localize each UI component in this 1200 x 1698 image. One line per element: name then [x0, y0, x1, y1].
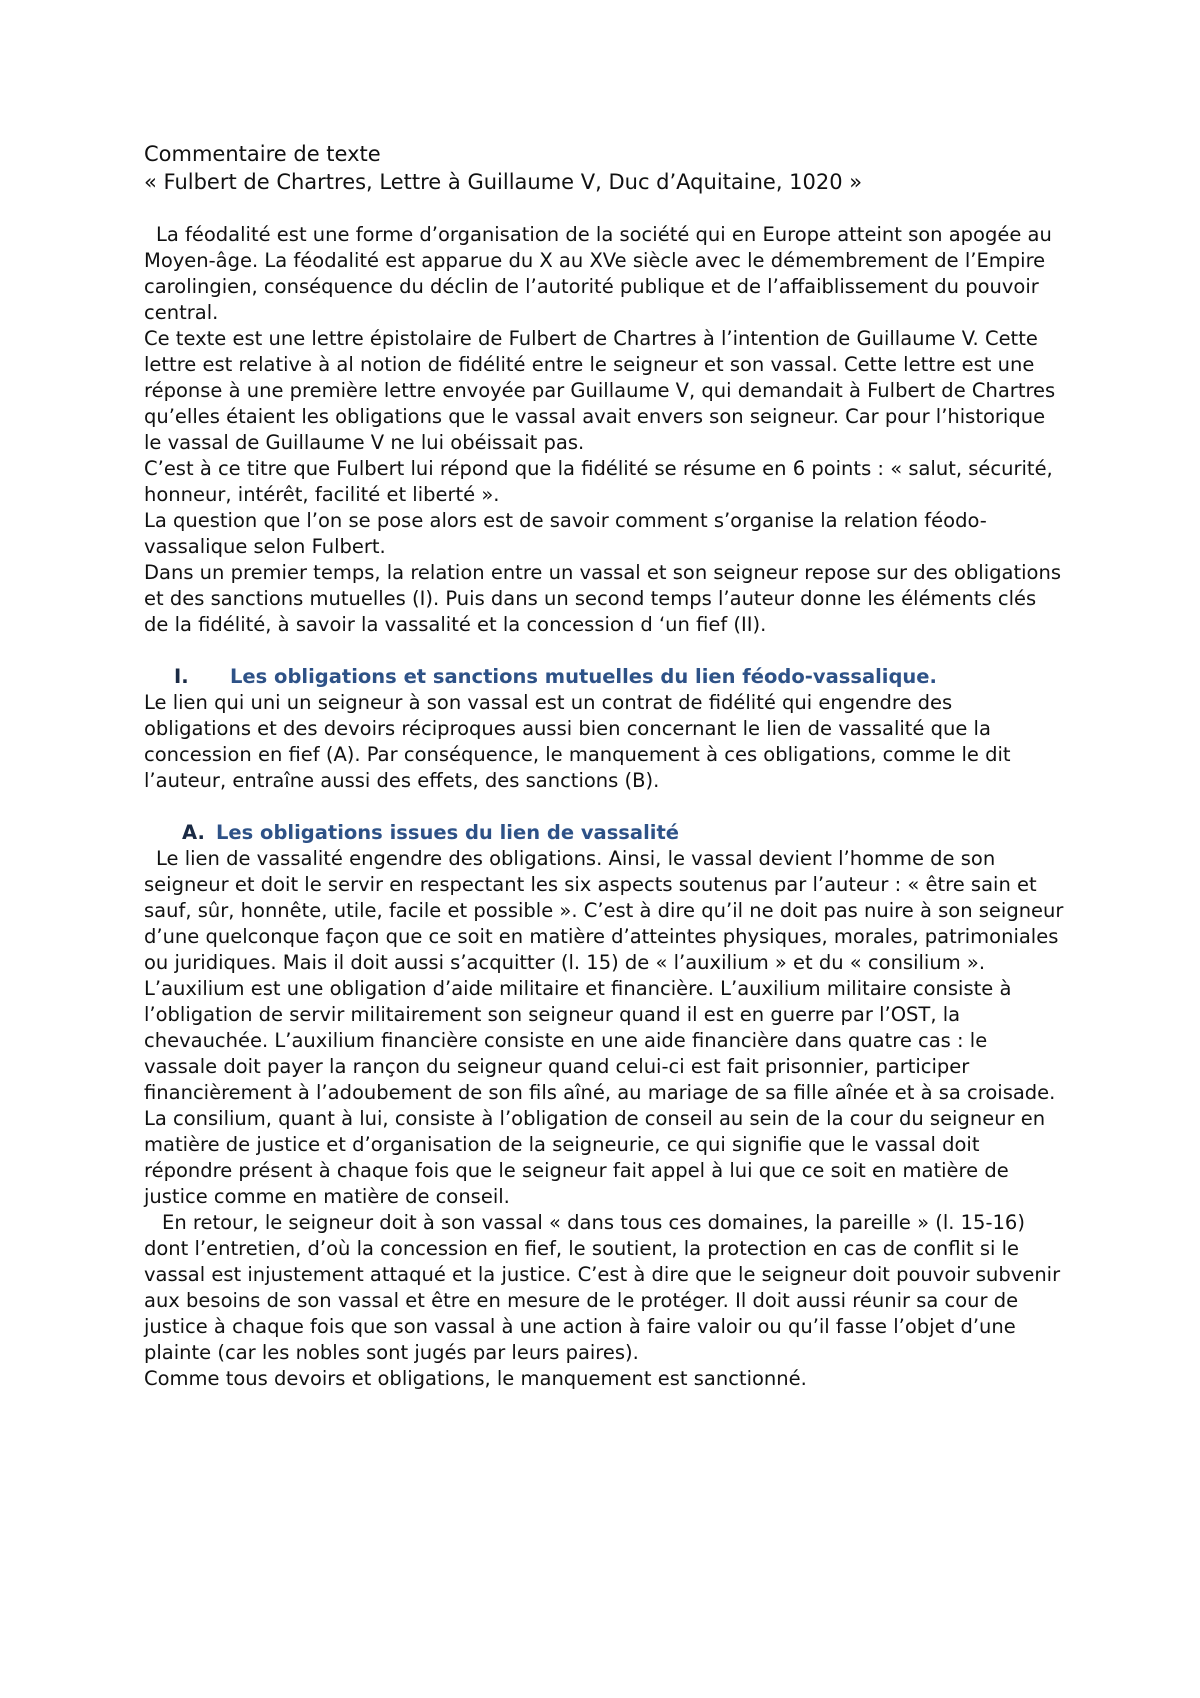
section-1-title: Les obligations et sanctions mutuelles du lien féodo-vassalique.	[230, 665, 937, 688]
intro-paragraph-3: C’est à ce titre que Fulbert lui répond que la fidélité se résume en 6 points : « salut, sécurité, honneur, intérêt, facilité et liberté ».	[144, 457, 1053, 506]
spacer	[144, 638, 1064, 664]
intro-paragraph-5: Dans un premier temps, la relation entre un vassal et son seigneur repose sur des obligations et des sanctions mutuelles (I). Puis dans un second temps l’auteur donne les éléments clés de la fidélité, à savoir la vassalité et la concession d ‘un fief (II).	[144, 561, 1061, 636]
section-a-number: A.	[182, 821, 205, 844]
intro-paragraph-1: La féodalité est une forme d’organisation de la société qui en Europe atteint son apogée au Moyen-âge. La féodalité est apparue du X au XVe siècle avec le démembrement de l’Empire carolingien, conséquence du déclin de l’autorité publique et de l’affaiblissement du pouvoir central.	[144, 223, 1052, 324]
section-a-paragraph-2: L’auxilium est une obligation d’aide militaire et financière. L’auxilium militaire consiste à l’obligation de servir militairement son seigneur quand il est en guerre par l’OST, la chevauchée. L’auxilium financière consiste en une aide financière dans quatre cas : le vassale doit payer la rançon du seigneur quand celui-ci est fait prisonnier, participer financièrement à l’adoubement de son fils aîné, au mariage de sa fille aînée et à sa croisade. La consilium, quant à lui, consiste à l’obligation de conseil au sein de la cour du seigneur en matière de justice et d’organisation de la seigneurie, ce qui signifie que le vassal doit répondre présent à chaque fois que le seigneur fait appel à lui que ce soit en matière de justice comme en matière de conseil.	[144, 977, 1056, 1208]
title-line-2: « Fulbert de Chartres, Lettre à Guillaume V, Duc d’Aquitaine, 1020 »	[144, 170, 863, 194]
title-line-1: Commentaire de texte	[144, 142, 381, 166]
intro-paragraph-2: Ce texte est une lettre épistolaire de Fulbert de Chartres à l’intention de Guillaume V. Cette lettre est relative à al notion de fidélité entre le seigneur et son vassal. Cette lettre est une réponse à une première lettre envoyée par Guillaume V, qui demandait à Fulbert de Chartres qu’elles étaient les obligations que le vassal avait envers son seigneur. Car pour l’historique le vassal de Guillaume V ne lui obéissait pas.	[144, 327, 1056, 454]
section-a-title: Les obligations issues du lien de vassalité	[216, 821, 679, 844]
section-a-paragraph-4: Comme tous devoirs et obligations, le manquement est sanctionné.	[144, 1367, 807, 1390]
intro-paragraph-4: La question que l’on se pose alors est de savoir comment s’organise la relation féodo-vassalique selon Fulbert.	[144, 509, 987, 558]
section-a-paragraph-1: Le lien de vassalité engendre des obligations. Ainsi, le vassal devient l’homme de son seigneur et doit le servir en respectant les six aspects soutenus par l’auteur : « être sain et sauf, sûr, honnête, utile, facile et possible ». C’est à dire qu’il ne doit pas nuire à son seigneur d’une quelconque façon que ce soit en matière d’atteintes physiques, morales, patrimoniales ou juridiques. Mais il doit aussi s’acquitter (l. 15) de « l’auxilium » et du « consilium ».	[144, 847, 1064, 974]
section-a-paragraph-3: En retour, le seigneur doit à son vassal « dans tous ces domaines, la pareille » (l. 15-16) dont l’entretien, d’où la concession en fief, le soutient, la protection en cas de conflit si le vassal est injustement attaqué et la justice. C’est à dire que le seigneur doit pouvoir subvenir aux besoins de son vassal et être en mesure de le protéger. Il doit aussi réunir sa cour de justice à chaque fois que son vassal à une action à faire valoir ou qu’il fasse l’objet d’une plainte (car les nobles sont jugés par leurs paires).	[144, 1211, 1061, 1364]
section-1-number: I.	[174, 665, 189, 688]
document-page	[144, 140, 1064, 1392]
spacer	[144, 794, 1064, 820]
section-a-heading	[144, 820, 1064, 846]
section-1-heading	[144, 664, 1064, 690]
section-1-paragraph: Le lien qui uni un seigneur à son vassal est un contrat de fidélité qui engendre des obligations et des devoirs réciproques aussi bien concernant le lien de vassalité que la concession en fief (A). Par conséquence, le manquement à ces obligations, comme le dit l’auteur, entraîne aussi des effets, des sanctions (B).	[144, 691, 1011, 792]
document-title	[144, 140, 1064, 196]
